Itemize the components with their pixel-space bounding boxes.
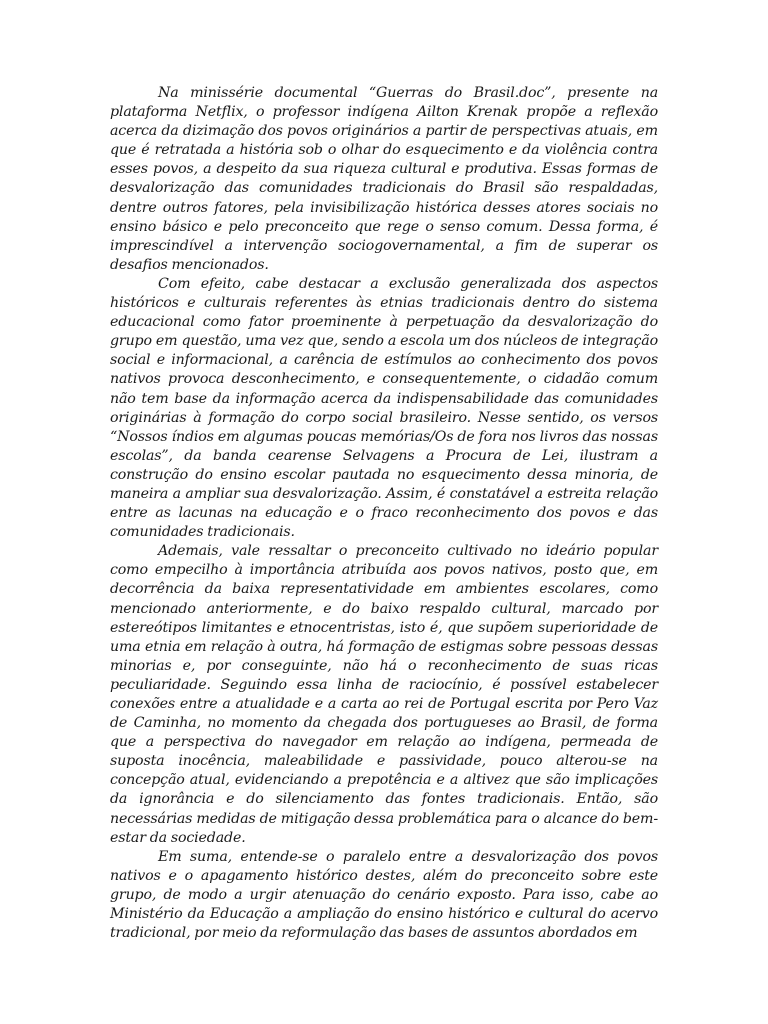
paragraph-development-1: Com efeito, cabe destacar a exclusão generalizada dos aspectos históricos e culturais referentes às etnias tradicionais dentro do sistema educacional como fator proeminente à perpetuação da desvalorização do grupo em questão, uma vez que, sendo a escola um dos núcleos de integração social e informacional, a carência de estímulos ao conhecimento dos povos nativos provoca desconhecimento, e consequentemente, o cidadão comum não tem base da informação acerca da indispensabilidade das comunidades originárias à formação do corpo social brasileiro. Nesse sentido, os versos “Nossos índios em algumas poucas memórias/Os de fora nos livros das nossas escolas”, da banda cearense Selvagens a Procura de Lei, ilustram a construção do ensino escolar pautada no esquecimento dessa minoria, de maneira a ampliar sua desvalorização. Assim, é constatável a estreita relação entre as lacunas na educação e o fraco reconhecimento dos povos e das comunidades tradicionais. bbox=[110, 275, 658, 541]
paragraph-conclusion: Em suma, entende-se o paralelo entre a desvalorização dos povos nativos e o apagamento histórico destes, além do preconceito sobre este grupo, de modo a urgir atenuação do cenário exposto. Para isso, cabe ao Ministério da Educação a ampliação do ensino histórico e cultural do acervo tradicional, por meio da reformulação das bases de assuntos abordados em bbox=[110, 848, 658, 942]
paragraph-development-2: Ademais, vale ressaltar o preconceito cultivado no ideário popular como empecilho à importância atribuída aos povos nativos, posto que, em decorrência da baixa representatividade em ambientes escolares, como mencionado anteriormente, e do baixo respaldo cultural, marcado por estereótipos limitantes e etnocentristas, isto é, que supõem superioridade de uma etnia em relação à outra, há formação de estigmas sobre pessoas dessas minorias e, por conseguinte, não há o reconhecimento de suas ricas peculiaridade. Seguindo essa linha de raciocínio, é possível estabelecer conexões entre a atualidade e a carta ao rei de Portugal escrita por Pero Vaz de Caminha, no momento da chegada dos portugueses ao Brasil, de forma que a perspectiva do navegador em relação ao indígena, permeada de suposta inocência, maleabilidade e passividade, pouco alterou-se na concepção atual, evidenciando a prepotência e a altivez que são implicações da ignorância e do silenciamento das fontes tradicionais. Então, são necessárias medidas de mitigação dessa problemática para o alcance do bem-estar da sociedade. bbox=[110, 543, 658, 846]
paragraph-introduction: Na minissérie documental “Guerras do Brasil.doc”, presente na plataforma Netflix, o professor indígena Ailton Krenak propõe a reflexão acerca da dizimação dos povos originários a partir de perspectivas atuais, em que é retratada a história sob o olhar do esquecimento e da violência contra esses povos, a despeito da sua riqueza cultural e produtiva. Essas formas de desvalorização das comunidades tradicionais do Brasil são respaldadas, dentre outros fatores, pela invisibilização histórica desses atores sociais no ensino básico e pelo preconceito que rege o senso comum. Dessa forma, é imprescindível a intervenção sociogovernamental, a fim de superar os desafios mencionados. bbox=[110, 85, 658, 273]
